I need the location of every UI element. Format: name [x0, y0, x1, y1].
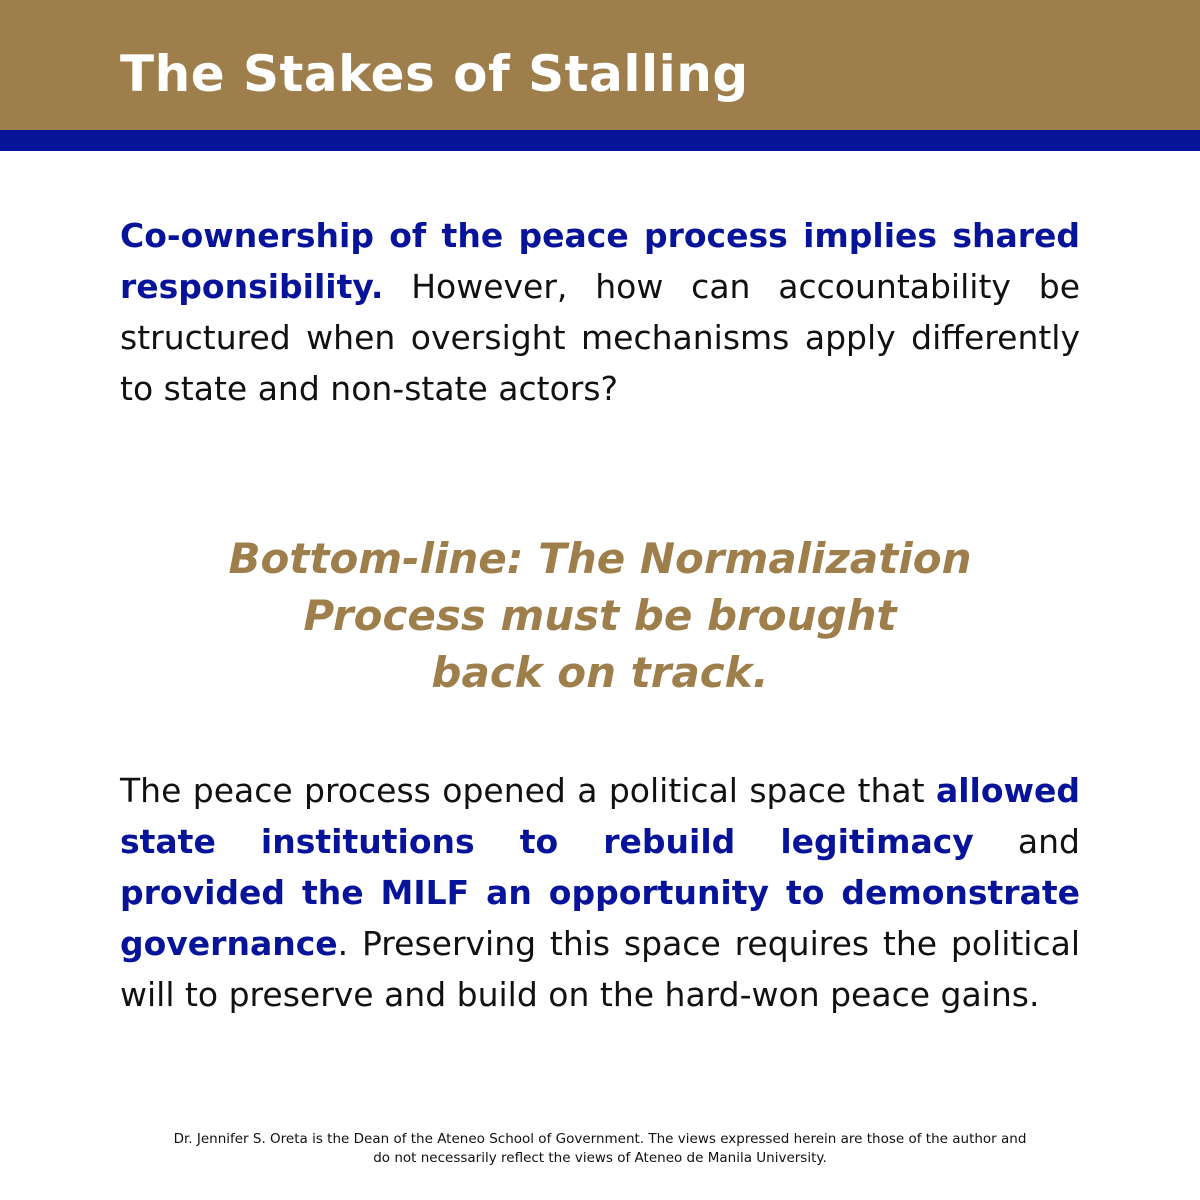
- closing-text-2: and: [973, 822, 1080, 861]
- page-title: The Stakes of Stalling: [120, 45, 749, 103]
- closing-text-3: . Preserving this space requires the political will to preserve and build on the hard-won peace gains.: [120, 924, 1080, 1014]
- intro-paragraph: [120, 210, 1080, 414]
- closing-paragraph: [120, 765, 1080, 1020]
- closing-text-1: The peace process opened a political space that: [120, 771, 936, 810]
- disclaimer-line-1: Dr. Jennifer S. Oreta is the Dean of the Ateneo School of Government. The views expressed herein are those of the author and: [173, 1131, 1027, 1147]
- intro-text: However, how can accountability be structured when oversight mechanisms apply differently to state and non-state actors?: [120, 267, 1080, 408]
- bottom-line-callout: [180, 530, 1020, 701]
- header-divider: [0, 130, 1200, 151]
- closing-emphasis-1: allowed state institutions to rebuild legitimacy: [120, 771, 1080, 861]
- author-disclaimer: [120, 1130, 1080, 1168]
- header-banner: [0, 0, 1200, 130]
- bottom-line-text-2: Process must be brought: [303, 591, 897, 640]
- intro-emphasis: Co-ownership of the peace process implies shared responsibility.: [120, 216, 1080, 306]
- bottom-line-text-3: back on track.: [431, 648, 769, 697]
- bottom-line-text-1: Bottom-line: The Normalization: [228, 534, 972, 583]
- closing-emphasis-2: provided the MILF an opportunity to demonstrate governance: [120, 873, 1080, 963]
- disclaimer-line-2: do not necessarily reflect the views of Ateneo de Manila University.: [373, 1150, 827, 1166]
